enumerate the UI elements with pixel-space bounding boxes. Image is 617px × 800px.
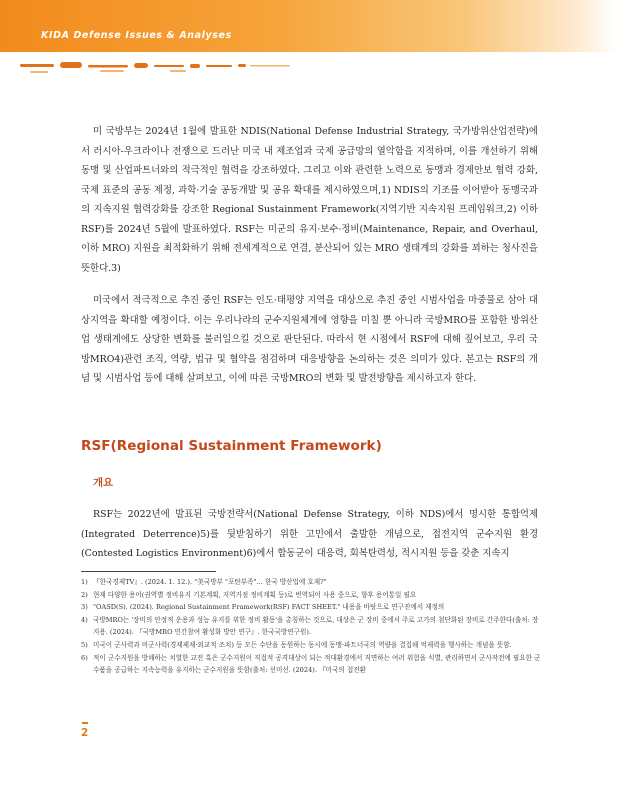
paragraph-intro: 미 국방부는 2024년 1월에 발표한 NDIS(National Defense Industrial Strategy, 국가방위산업전략)에서 러시아-우크라이나 전쟁으로 드러난 미국 내 제조업과 국제 공급망의 열악함을 지적하며, 이를 개선하기 위해 동맹 및 산업파트너와의 적극적인 협력을 강조하였다. 그리고 이와 관련한 노력으로 동맹과 경제안보 협력 강화, 국제 표준의 공동 제정, 과학·기술 공동개발 및 공유 확대를 제시하였으며,1) NDIS의 기조를 이어받아 동맹국과의 지속지원 협력강화를 강조한 Regional Sustainment Framework(지역기반 지속지원 프레임워크,2) 이하 RSF)를 2024년 5월에 발표하였다. RSF는 미군의 유지·보수·정비(Maintenance, Repair, and Overhaul, 이하 MRO) 지원을 최적화하기 위해 전세계적으로 연결, 분산되어 있는 MRO 생태계의 강화를 꾀하는 청사진을 뜻한다.3)	[81, 126, 538, 274]
section-title: RSF(Regional Sustainment Framework)	[81, 438, 382, 454]
header-title: KIDA Defense Issues & Analyses	[41, 30, 232, 41]
paragraph-overview: RSF는 2022년에 발표된 국방전략서(National Defense Strategy, 이하 NDS)에서 명시한 통합억제(Integrated Deterrence)5)를 뒷받침하기 위한 고민에서 출발한 개념으로, 접전지역 군수지원 환경(Contested Logistics Environment)6)에서 합동군이 대응력, 회복탄력성, 적시지원 등을 갖춘 지속지	[81, 509, 538, 559]
footnotes	[81, 576, 541, 677]
footnote: 2) 현재 다양한 용어(권역별 정비유지 기본계획, 지역거점 정비계획 등)로 번역되어 사용 중으로, 향후 용어통일 필요	[81, 590, 417, 599]
header-band	[0, 0, 617, 52]
footnote: 6) 적이 군수지원을 방해하는 치열한 교전 혹은 군수지원이 직접적 공격대상이 되는 적대환경에서 직면하는 여러 위험을 식별, 관리하면서 군사작전에 필요한 군수품을 공급하는 지속능력을 유지하는 군수지원을 뜻함(출처: 선미선. (2024). 『미국의 접전환	[81, 653, 541, 675]
footnote-divider	[81, 571, 216, 572]
footnote: 4) 국방MRO는 '장비의 안정적 운용과 성능 유지를 위한 정비 활동'을 총칭하는 것으로, 대상은 군 장비 중에서 주로 고가의 첨단화된 장비로 간주한다(출처: 장지용. (2024). 『국방MRO 민간참여 활성화 방안 연구』. 한국국방연구원).	[81, 615, 539, 637]
footnote: 5) 미국이 군사력과 비군사력(경제제재·외교적 조치) 등 모든 수단을 동원하는 동시에 동맹·파트너국의 역량을 결집해 억제력을 행사하는 개념을 뜻함.	[81, 640, 512, 649]
paragraph-rsf-outlook: 미국에서 적극적으로 추진 중인 RSF는 인도·태평양 지역을 대상으로 추진 중인 시범사업을 마중물로 삼아 대상지역을 확대할 예정이다. 이는 우리나라의 군수지원체계에 영향을 미칠 뿐 아니라 국방MRO를 포함한 방위산업 생태계에도 상당한 변화를 불러일으킬 것으로 판단된다. 따라서 현 시점에서 RSF에 대해 짚어보고, 우리 국방MRO4)관련 조직, 역량, 법규 및 협약을 점검하며 대응방향을 논의하는 것은 의미가 있다. 본고는 RSF의 개념 및 시범사업 등에 대해 살펴보고, 이에 따른 국방MRO의 변화 및 발전방향을 제시하고자 한다.	[81, 295, 538, 384]
footnote: 3) "OASD(S). (2024). Regional Sustainment Framework(RSF) FACT SHEET." 내용을 바탕으로 연구진에서 재정의	[81, 603, 445, 612]
page-number: 2	[81, 727, 89, 739]
header-decoration	[0, 52, 330, 82]
page-number-mark	[82, 722, 88, 724]
subsection-title: 개요	[93, 477, 114, 489]
footnote: 1) 『한국경제TV』. (2024. 1. 12.). "美국방부 "포탄부족"... 한국 방산업에 호재?"	[81, 578, 327, 586]
